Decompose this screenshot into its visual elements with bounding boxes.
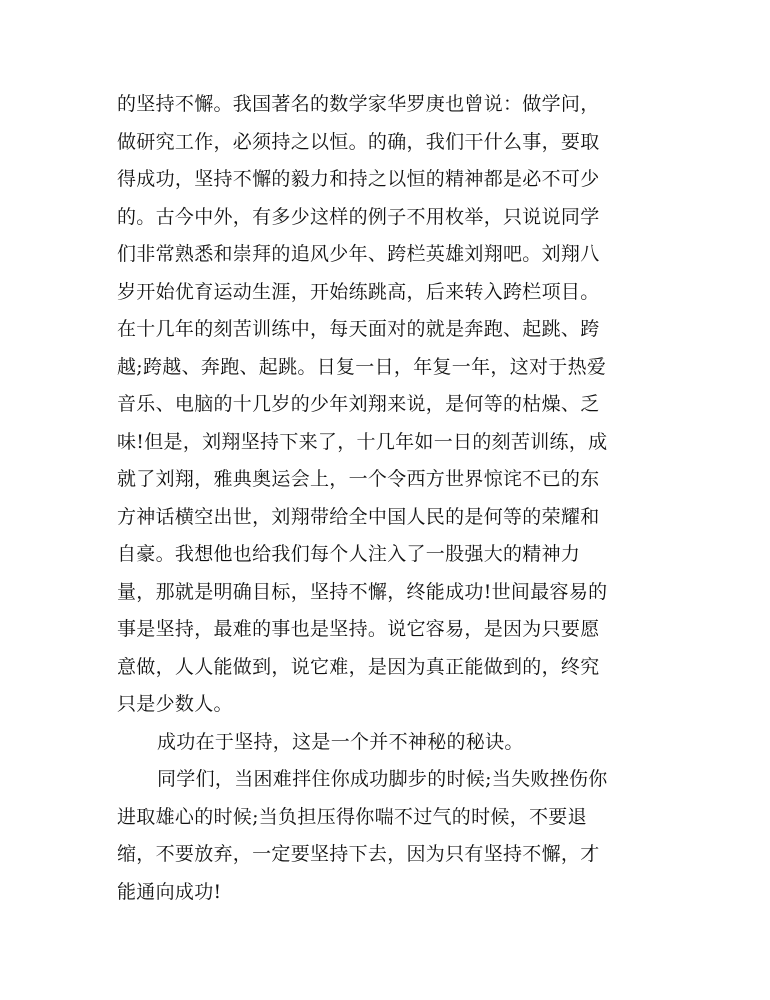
text-line: 得成功，坚持不懈的毅力和持之以恒的精神都是必不可少: [117, 168, 600, 190]
text-line: 在十几年的刻苦训练中，每天面对的就是奔跑、起跳、跨: [117, 318, 600, 340]
text-line: 就了刘翔，雅典奥运会上，一个令西方世界惊诧不已的东: [117, 468, 600, 490]
text-line: 只是少数人。: [117, 693, 233, 715]
text-line: 味!但是，刘翔坚持下来了，十几年如一日的刻苦训练，成: [117, 430, 608, 453]
text-line: 的坚持不懈。我国著名的数学家华罗庚也曾说：做学问，: [117, 93, 600, 115]
text-line: 事是坚持，最难的事也是坚持。说它容易，是因为只要愿: [117, 618, 600, 640]
text-line: 缩，不要放弃，一定要坚持下去，因为只有坚持不懈，才: [117, 843, 600, 865]
text-line: 量，那就是明确目标，坚持不懈，终能成功!世间最容易的: [117, 580, 608, 603]
text-line: 越;跨越、奔跑、起跳。日复一日，年复一年，这对于热爱: [117, 355, 607, 378]
text-line: 岁开始优育运动生涯，开始练跳高，后来转入跨栏项目。: [117, 280, 600, 303]
paragraph-first-line: 同学们，当困难拌住你成功脚步的时候;当失败挫伤你: [157, 768, 608, 790]
text-line: 自豪。我想他也给我们每个人注入了一股强大的精神力: [117, 543, 581, 565]
text-line: 方神话横空出世，刘翔带给全中国人民的是何等的荣耀和: [117, 505, 600, 528]
text-line: 做研究工作，必须持之以恒。的确，我们干什么事，要取: [117, 130, 600, 153]
text-line: 意做，人人能做到，说它难，是因为真正能做到的，终究: [117, 655, 600, 678]
body-text: [117, 86, 657, 911]
text-line: 们非常熟悉和崇拜的追风少年、跨栏英雄刘翔吧。刘翔八: [117, 243, 600, 265]
text-line: 进取雄心的时候;当负担压得你喘不过气的时候，不要退: [117, 805, 587, 828]
paragraph-first-line: 成功在于坚持，这是一个并不神秘的秘诀。: [157, 730, 524, 753]
text-line: 的。古今中外，有多少这样的例子不用枚举，只说说同学: [117, 205, 600, 228]
text-line: 能通向成功!: [117, 880, 222, 903]
text-line: 音乐、电脑的十几岁的少年刘翔来说，是何等的枯燥、乏: [117, 393, 600, 415]
